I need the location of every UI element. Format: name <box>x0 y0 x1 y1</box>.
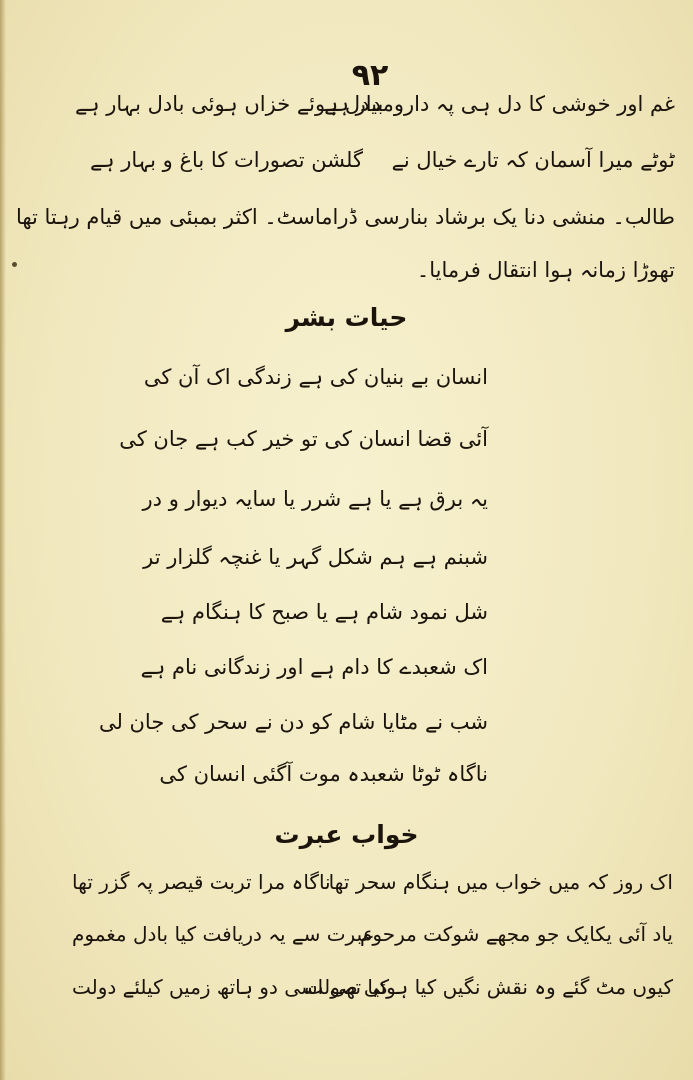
poem1-line-6: اک شعبدے کا دام ہے اور زندگانی نام ہے <box>140 655 488 679</box>
poem2-couplet-2-left: عبرت سے یہ دریافت کیا بادل مغموم <box>72 922 375 946</box>
poem2-couplet-2-right: یاد آئی یکایک جو مجھے شوکت مرحوم <box>359 922 673 946</box>
poem2-couplet-3-left: کیا تھی اسی دو ہاتھ زمیں کیلئے دولت <box>72 975 390 999</box>
poem1-line-2: آئی قضا انسان کی تو خیر کب ہے جان کی <box>119 427 488 451</box>
poem2-couplet-1-right: اک روز کہ میں خواب میں ہنگام سحر تھا <box>328 870 673 894</box>
poet-bio-line-2: تھوڑا زمانہ ہوا انتقال فرمایا۔ <box>416 258 675 282</box>
ink-speck <box>12 262 17 267</box>
poem1-line-5: شل نمود شام ہے یا صبح کا ہنگام ہے <box>160 600 488 624</box>
poem2-couplet-3-right: کیوں مٹ گئے وہ نقش نگیں کیا ہوئی صولت <box>304 975 673 999</box>
poem1-line-4: شبنم ہے ہم شکل گہر یا غنچہ گلزار تر <box>143 545 488 569</box>
page-edge-shadow <box>0 0 6 1080</box>
opening-verse-2-left: گلشن تصورات کا باغ و بہار ہے <box>90 148 363 172</box>
poem1-title: حیات بشر <box>285 303 408 332</box>
poem1-line-7: شب نے مٹایا شام کو دن نے سحر کی جان لی <box>98 710 488 734</box>
opening-verse-1-right: غم اور خوشی کا دل ہی پہ دارومدار ہے <box>324 92 675 116</box>
poem1-line-8: ناگاہ ٹوٹا شعبدہ موت آگئی انسان کی <box>159 762 488 786</box>
poem2-title: خواب عبرت <box>274 820 419 849</box>
poem1-line-1: انسان بے بنیان کی ہے زندگی اک آن کی <box>143 365 488 389</box>
opening-verse-2-right: ٹوٹے میرا آسمان کہ تارے خیال نے <box>391 148 675 172</box>
poem2-couplet-1-left: ناگاہ مرا تربت قیصر پہ گزر تھا <box>72 870 331 894</box>
poem1-line-3: یہ برق ہے یا ہے شرر یا سایہ دیوار و در <box>142 487 488 511</box>
poet-bio-line-1: طالب۔ منشی دنا یک برشاد بنارسی ڈراماسٹ۔ اکثر بمبئی میں قیام رہتا تھا <box>15 205 675 229</box>
page-number: ۹۲ <box>351 58 389 93</box>
opening-verse-1-left: بیدل ہوئے خزاں ہوئی بادل بہار ہے <box>75 92 384 116</box>
